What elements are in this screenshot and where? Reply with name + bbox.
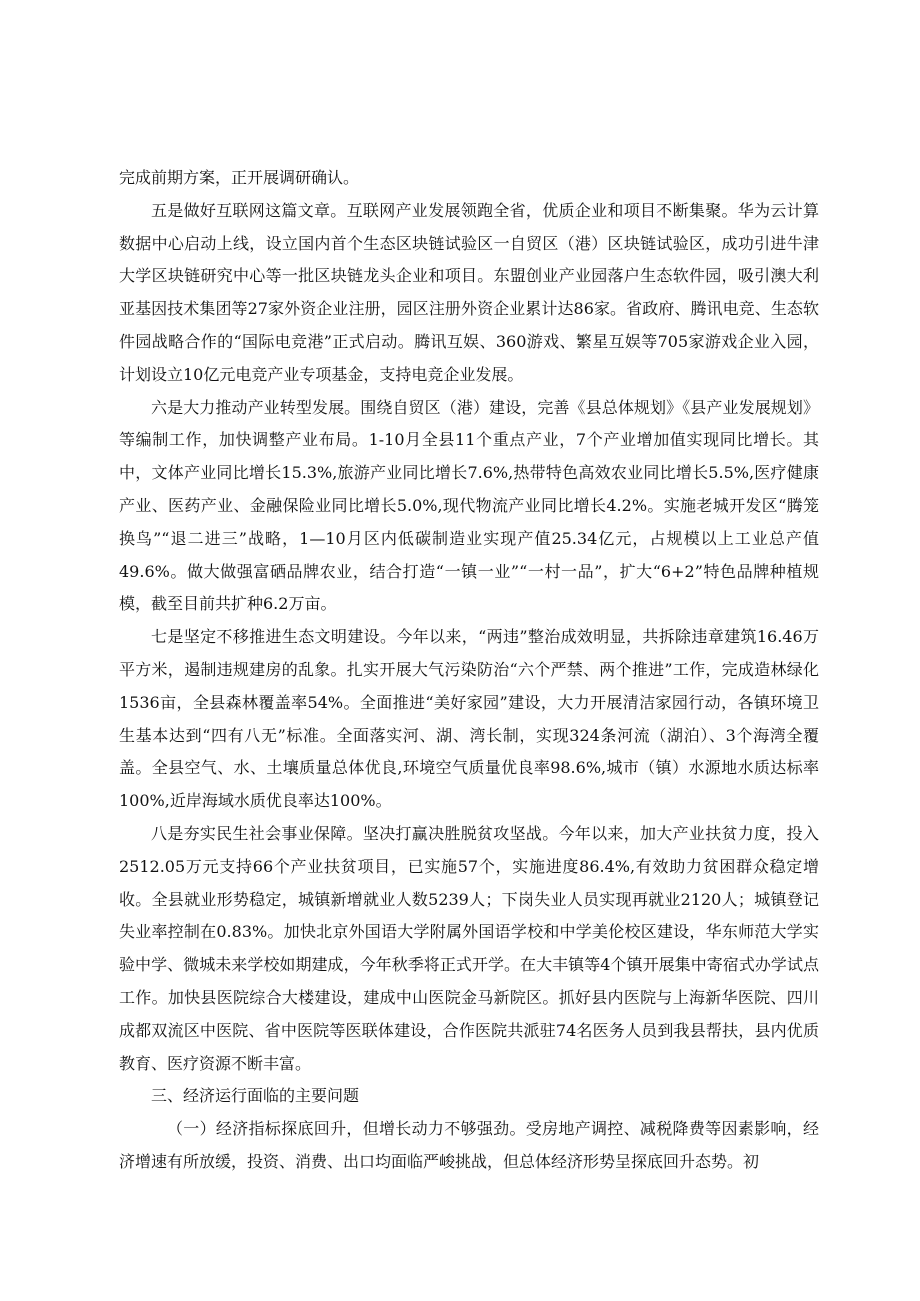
paragraph-livelihood: 八是夯实民生社会事业保障。坚决打赢决胜脱贫攻坚战。今年以来，加大产业扶贫力度，投入2512.05万元支持66个产业扶贫项目，已实施57个，实施进度86.4%,有效助力贫困群众稳定增收。全县就业形势稳定，城镇新增就业人数5239人；下岗失业人员实现再就业2120人；城镇登记失业率控制在0.83%。加快北京外国语大学附属外国语学校和中学美伦校区建设，华东师范大学实验中学、微城未来学校如期建成，今年秋季将正式开学。在大丰镇等4个镇开展集中寄宿式办学试点工作。加快县医院综合大楼建设，建成中山医院金马新院区。抓好县内医院与上海新华医院、四川成都双流区中医院、省中医院等医联体建设，合作医院共派驻74名医务人员到我县帮扶，县内优质教育、医疗资源不断丰富。 [119,823,819,1073]
section-heading-problems: 三、经济运行面临的主要问题 [151,1086,360,1106]
paragraph-problem-one: （一）经济指标探底回升，但增长动力不够强劲。受房地产调控、减税降费等因素影响，经济增速有所放缓，投资、消费、出口均面临严峻挑战，但总体经济形势呈探底回升态势。初 [119,1119,819,1171]
paragraph-internet: 五是做好互联网这篇文章。互联网产业发展领跑全省，优质企业和项目不断集聚。华为云计算数据中心启动上线，设立国内首个生态区块链试验区一自贸区（港）区块链试验区，成功引进牛津大学区块链研究中心等一批区块链龙头企业和项目。东盟创业产业园落户生态软件园，吸引澳大利亚基因技术集团等27家外资企业注册，园区注册外资企业累计达86家。省政府、腾讯电竞、生态软件园战略合作的“国际电竞港”正式启动。腾讯互娱、360游戏、繁星互娱等705家游戏企业入园，计划设立10亿元电竞产业专项基金，支持电竞企业发展。 [119,200,819,384]
document-body [119,162,819,1179]
paragraph-ecology: 七是坚定不移推进生态文明建设。今年以来，“两违”整治成效明显，共拆除违章建筑16.46万平方米，遏制违规建房的乱象。扎实开展大气污染防治“六个严禁、两个推进”工作，完成造林绿化1536亩，全县森林覆盖率54%。全面推进“美好家园”建设，大力开展清洁家园行动，各镇环境卫生基本达到“四有八无”标准。全面落实河、湖、湾长制，实现324条河流（湖泊）、3个海湾全覆盖。全县空气、水、土壤质量总体优良,环境空气质量优良率98.6%,城市（镇）水源地水质达标率100%,近岸海域水质优良率达100%。 [119,627,819,811]
paragraph-industry-transformation: 六是大力推动产业转型发展。围绕自贸区（港）建设，完善《县总体规划》《县产业发展规划》等编制工作，加快调整产业布局。1-10月全县11个重点产业，7个产业增加值实现同比增长。其中，文体产业同比增长15.3%,旅游产业同比增长7.6%,热带特色高效农业同比增长5.5%,医疗健康产业、医药产业、金融保险业同比增长5.0%,现代物流产业同比增长4.2%。实施老城开发区“腾笼换鸟”“退二进三”战略，1—10月区内低碳制造业实现产值25.34亿元，占规模以上工业总产值49.6%。做大做强富硒品牌农业，结合打造“一镇一业”“一村一品”，扩大“6+2”特色品牌种植规模，截至目前共扩种6.2万亩。 [119,397,819,614]
paragraph-continuation: 完成前期方案，正开展调研确认。 [119,168,360,187]
